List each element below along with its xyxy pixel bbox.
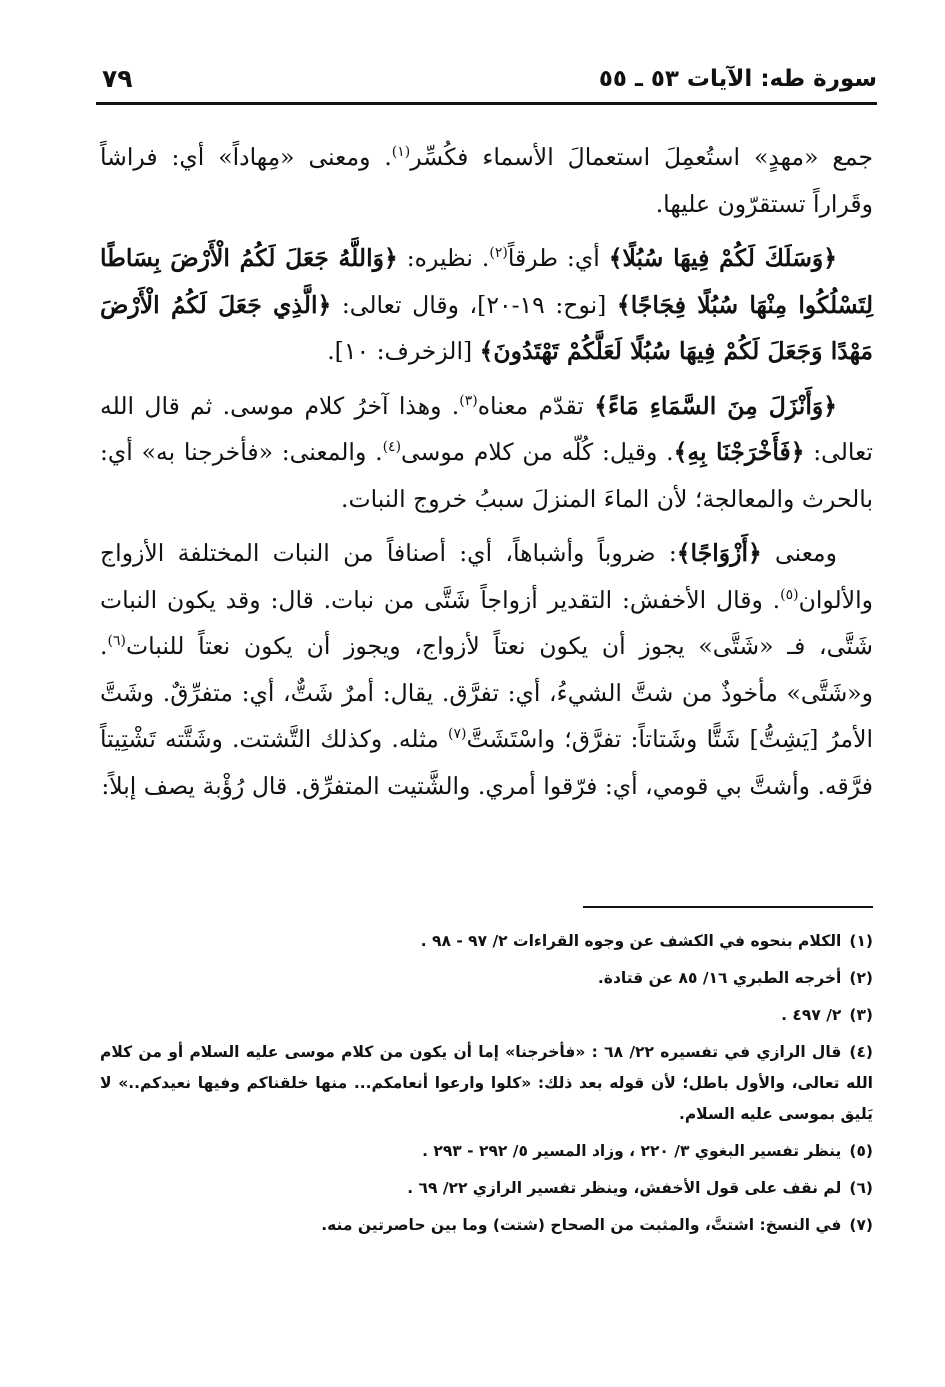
footnote-text: أخرجه الطبري ١٦/ ٨٥ عن قتادة.	[597, 969, 842, 987]
text-run: . وقيل: كُلّه من كلام موسى	[401, 438, 674, 466]
page-number: ٧٩	[102, 64, 133, 93]
text-run: تقدّم معناه	[477, 391, 595, 420]
footnote-marker: (٥)	[780, 586, 799, 603]
text-run: [الزخرف: ١٠].	[327, 337, 480, 365]
footnote-divider	[583, 906, 873, 908]
footnote-number: (٤)	[849, 1043, 873, 1061]
footnote-text: الكلام بنحوه في الكشف عن وجوه القراءات ٢/ ٩٧ - ٩٨ .	[420, 932, 842, 950]
footnote-text: ينظر تفسير البغوي ٣/ ٢٢٠ ، وزاد المسير ٥/ ٢٩٢ - ٢٩٣ .	[422, 1142, 842, 1160]
text-run: . وهذا آخرُ كلام موسى. ثم قال الله تعالى:	[100, 391, 873, 466]
footnote-5	[100, 1136, 873, 1167]
footnote-text: في النسخ: اشتتَّ، والمثبت من الصحاح (شتت) وما بين حاصرتين منه.	[321, 1216, 842, 1234]
footnote-marker: (٢)	[489, 245, 508, 262]
quran-verse: ﴿وَسَلَكَ لَكُمْ فِيهَا سُبُلًا﴾	[608, 244, 837, 272]
paragraph-2	[100, 235, 873, 375]
footnotes	[100, 926, 873, 1247]
text-run: . والمعنى: «فأخرجنا به» أي: بالحرث والمعالجة؛ لأن الماءَ المنزلَ سببُ خروج النبات.	[100, 438, 873, 513]
text-run: . ومعنى «مِهاداً» أي: فراشاً وقَراراً تستقرّون عليها.	[100, 143, 873, 218]
footnote-number: (٥)	[849, 1142, 873, 1160]
quran-verse: ﴿أَزْوَاجًا﴾	[676, 539, 762, 567]
quran-verse: ﴿وَاللَّهُ جَعَلَ لَكُمُ الْأَرْضَ بِسَاطًا لِتَسْلُكُوا مِنْهَا سُبُلًا فِجَاجًا﴾	[100, 244, 873, 319]
footnote-2	[100, 963, 873, 994]
quran-verse: ﴿فَأَخْرَجْنَا بِهِ﴾	[673, 438, 805, 466]
text-run: . وقال الأخفش: التقدير أزواجاً شَتَّى من نبات. قال: وقد يكون النبات شَتَّى، فـ «شَتَّى» يجوز أن يكون نعتاً لأزواج، ويجوز أن يكون نعتاً للنبات	[100, 585, 873, 660]
footnote-number: (٣)	[849, 1006, 873, 1024]
footnote-number: (١)	[849, 932, 873, 950]
footnote-text: لم نقف على قول الأخفش، وينظر تفسير الرازي ٢٢/ ٦٩ .	[407, 1179, 842, 1197]
text-run: [نوح: ١٩-٢٠]، وقال تعالى:	[331, 290, 617, 319]
footnote-3	[100, 1000, 873, 1031]
surah-title: سورة طه: الآيات ٥٣ ـ ٥٥	[598, 66, 877, 92]
header-divider	[96, 102, 877, 105]
quran-verse: ﴿وَأَنْزَلَ مِنَ السَّمَاءِ مَاءً﴾	[594, 391, 837, 420]
paragraph-4	[100, 530, 873, 809]
footnote-4	[100, 1037, 873, 1130]
footnote-6	[100, 1173, 873, 1204]
text-run: مثله. وكذلك التَّشتت. وشَتَّته تَشْتِيتاً فرَّقه. وأشتَّ بي قومي، أي: فرّقوا أمري. والشَّتيت المتفرِّق. قال رُؤْبة يصف إبلاً:	[100, 725, 873, 800]
footnote-marker: (٣)	[459, 392, 478, 409]
footnote-number: (٦)	[849, 1179, 873, 1197]
footnote-7	[100, 1210, 873, 1241]
footnote-marker: (٦)	[107, 633, 126, 650]
footnote-number: (٧)	[849, 1216, 873, 1234]
paragraph-3	[100, 383, 873, 523]
footnote-1	[100, 926, 873, 957]
text-run: أي: طرقاً	[507, 244, 609, 272]
text-run: . و«شَتَّى» مأخوذٌ من شتَّ الشيءُ، أي: تفرَّق. يقال: أمرٌ شَتٌّ، أي: متفرِّقٌ. وشَتَّ الأمرُ [يَشِتُّ] شَتًّا وشَتاتاً: تفرَّق؛ واسْتَشَتَّ	[100, 632, 873, 753]
main-text	[100, 134, 873, 817]
footnote-text: قال الرازي في تفسيره ٢٢/ ٦٨ : «فأخرجنا» إما أن يكون من كلام موسى عليه السلام أو من كلام الله تعالى، والأول باطل؛ لأن قوله بعد ذلك: «كلوا وارعوا أنعامكم... منها خلقناكم وفيها نعيدكم..» لا يَليق بموسى عليه السلام.	[100, 1043, 873, 1123]
paragraph-1	[100, 134, 873, 227]
text-run: ومعنى	[761, 539, 837, 567]
text-run: جمع «مهدٍ» استُعمِلَ استعمالَ الأسماء فكُسِّر	[410, 143, 873, 171]
footnote-marker: (١)	[391, 144, 411, 161]
quran-verse: ﴿الَّذِي جَعَلَ لَكُمُ الْأَرْضَ مَهْدًا وَجَعَلَ لَكُمْ فِيهَا سُبُلًا لَعَلَّكُمْ تَهْتَدُونَ﴾	[100, 290, 873, 365]
footnote-marker: (٤)	[382, 439, 402, 456]
footnote-number: (٢)	[849, 969, 873, 987]
running-header	[96, 62, 877, 102]
text-run: . نظيره:	[397, 244, 490, 272]
footnote-marker: (٧)	[448, 726, 467, 743]
footnote-text: ٢/ ٤٩٧ .	[781, 1006, 842, 1024]
text-run: : ضروباً وأشباهاً، أي: أصنافاً من النبات المختلفة الأزواج والألوان	[100, 539, 873, 614]
